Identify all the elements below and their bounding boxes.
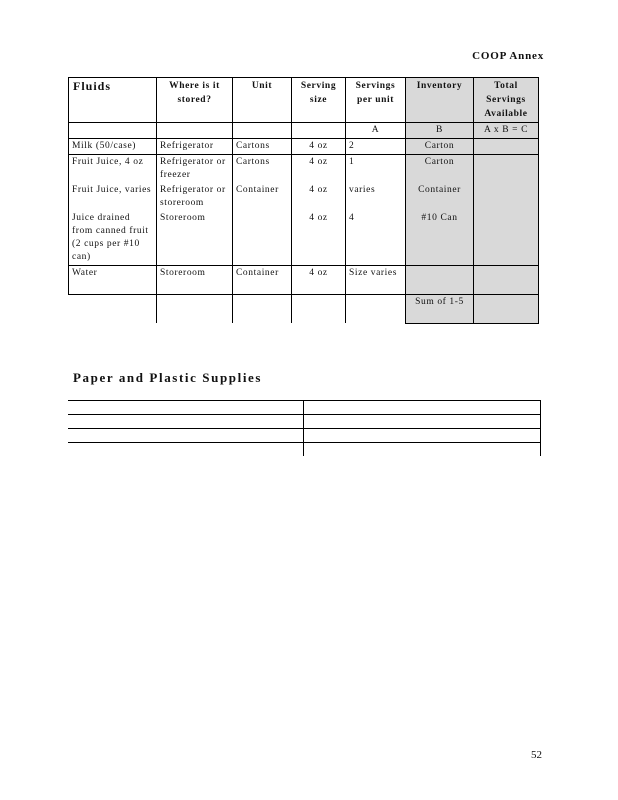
sum-cell: Sum of 1-5 bbox=[406, 295, 474, 324]
table-cell bbox=[233, 295, 292, 324]
table-cell-text: 4 oz bbox=[309, 157, 328, 167]
fluids-table bbox=[68, 77, 539, 324]
header-unit: Unit bbox=[233, 78, 292, 123]
table-cell: 4 oz bbox=[292, 266, 346, 295]
header-serving-size: Serving size bbox=[292, 78, 346, 123]
table-cell bbox=[474, 155, 539, 266]
table-cell-text: Container bbox=[236, 185, 279, 195]
table-cell-text: Fruit Juice, 4 oz bbox=[72, 157, 144, 167]
table-cell: Milk (50/case) bbox=[69, 139, 157, 155]
table-cell-text: Fruit Juice, varies bbox=[72, 185, 152, 195]
table-cell: Water bbox=[69, 266, 157, 295]
table-row bbox=[69, 139, 539, 155]
table-cell-text: 4 oz bbox=[309, 213, 328, 223]
table-cell-text: varies bbox=[349, 185, 376, 195]
annex-header: COOP Annex bbox=[472, 50, 544, 62]
table-row bbox=[68, 415, 540, 429]
table-cell bbox=[69, 295, 157, 324]
header-row bbox=[69, 78, 539, 123]
table-cell bbox=[474, 266, 539, 295]
table-cell bbox=[68, 429, 303, 443]
table-row bbox=[69, 155, 539, 266]
table-cell-text: Juice drained from canned fruit (2 cups per #10 can) bbox=[72, 213, 149, 262]
header-inventory: Inventory bbox=[406, 78, 474, 123]
page-number: 52 bbox=[531, 749, 542, 761]
header-stored: Where is it stored? bbox=[157, 78, 233, 123]
table-cell-text: Refrigerator or storeroom bbox=[160, 185, 226, 208]
table-cell: Container bbox=[233, 266, 292, 295]
table-cell-text: Cartons bbox=[236, 157, 270, 167]
table-cell bbox=[292, 295, 346, 324]
table-cell bbox=[406, 155, 474, 266]
table-cell-text: Storeroom bbox=[160, 213, 206, 223]
table-cell: 2 bbox=[346, 139, 406, 155]
table-cell bbox=[292, 155, 346, 266]
table-cell bbox=[474, 139, 539, 155]
header-total: Total Servings Available bbox=[474, 78, 539, 123]
table-cell bbox=[69, 155, 157, 266]
table-cell bbox=[303, 415, 540, 429]
table-cell bbox=[157, 123, 233, 139]
table-cell-text: 4 oz bbox=[309, 185, 328, 195]
table-cell bbox=[69, 123, 157, 139]
subheader-a: A bbox=[346, 123, 406, 139]
table-cell-text: Container bbox=[418, 185, 461, 195]
subheader-row bbox=[69, 123, 539, 139]
table-cell bbox=[292, 123, 346, 139]
table-cell bbox=[474, 295, 539, 324]
table-cell bbox=[233, 155, 292, 266]
header-servings-per-unit: Servings per unit bbox=[346, 78, 406, 123]
table-cell: 4 oz bbox=[292, 139, 346, 155]
table-cell bbox=[303, 429, 540, 443]
table-cell bbox=[157, 155, 233, 266]
table-cell bbox=[303, 401, 540, 415]
table-cell bbox=[68, 415, 303, 429]
table-row bbox=[68, 443, 540, 457]
table-cell-text: Refrigerator or freezer bbox=[160, 157, 226, 180]
table-cell-text: 1 bbox=[349, 157, 355, 167]
table-cell bbox=[346, 295, 406, 324]
subheader-c: A x B = C bbox=[474, 123, 539, 139]
table-row bbox=[69, 266, 539, 295]
table-cell: Cartons bbox=[233, 139, 292, 155]
table-cell bbox=[406, 266, 474, 295]
table-cell bbox=[68, 443, 303, 457]
table-cell-text: Carton bbox=[424, 157, 455, 167]
table-cell: Carton bbox=[406, 139, 474, 155]
table-cell-text: 4 bbox=[349, 213, 355, 223]
header-fluids: Fluids bbox=[69, 78, 157, 123]
table-row bbox=[69, 295, 539, 324]
subheader-b: B bbox=[406, 123, 474, 139]
table-cell bbox=[303, 443, 540, 457]
table-cell: Size varies bbox=[346, 266, 406, 295]
table-cell: Refrigerator bbox=[157, 139, 233, 155]
table-row bbox=[68, 401, 540, 415]
table-row bbox=[68, 429, 540, 443]
section-title-supplies: Paper and Plastic Supplies bbox=[73, 370, 263, 385]
table-cell bbox=[68, 401, 303, 415]
table-cell-text: #10 Can bbox=[421, 213, 458, 223]
table-cell bbox=[157, 295, 233, 324]
table-cell: Storeroom bbox=[157, 266, 233, 295]
table-cell bbox=[346, 155, 406, 266]
supplies-table bbox=[68, 400, 541, 456]
table-cell bbox=[233, 123, 292, 139]
